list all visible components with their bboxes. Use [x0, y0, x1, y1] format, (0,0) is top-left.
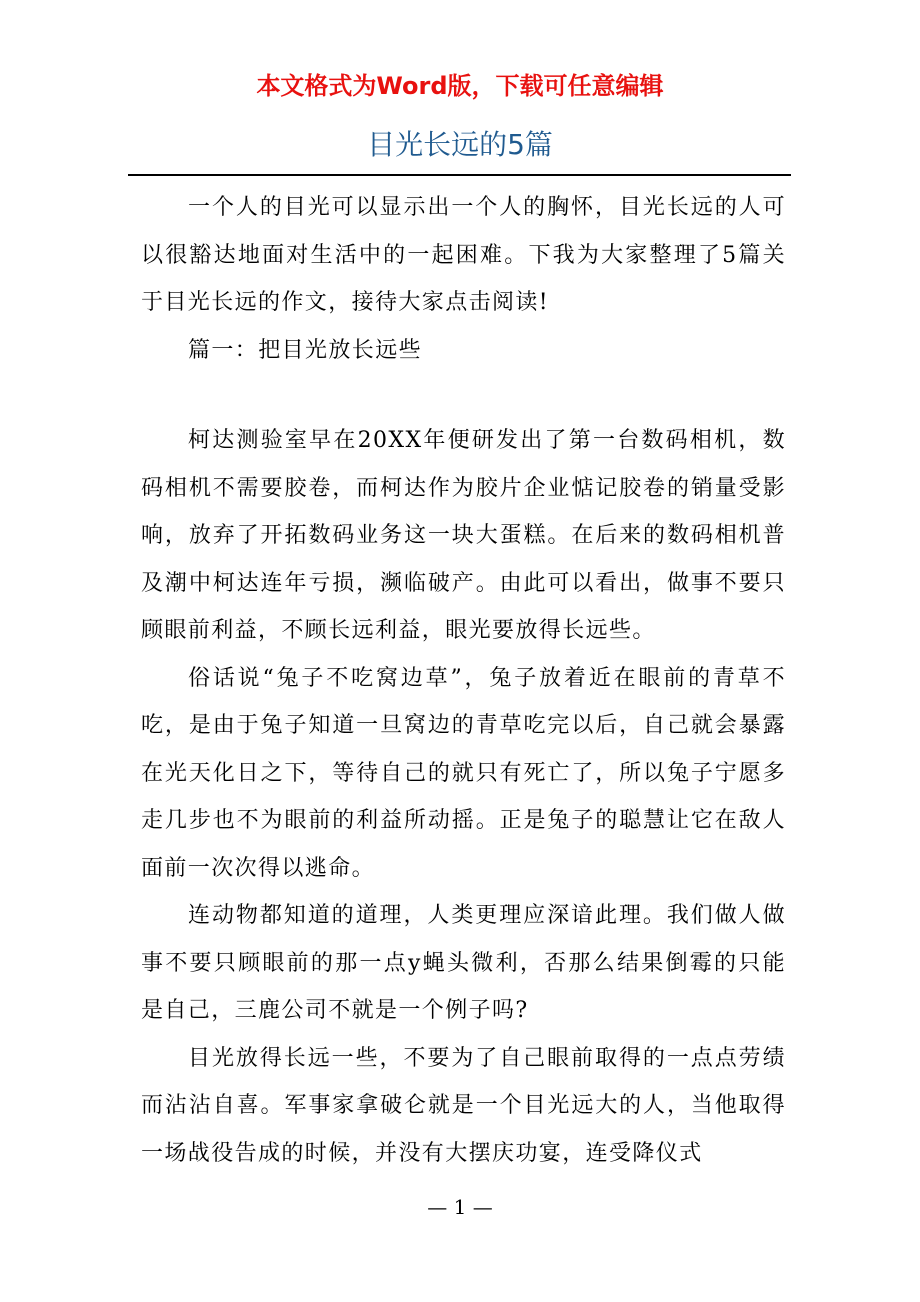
body-paragraph: 柯达测验室早在20XX年便研发出了第一台数码相机，数码相机不需要胶卷，而柯达作为胶片企业惦记胶卷的销量受影响，放弃了开拓数码业务这一块大蛋糕。在后来的数码相机普及潮中柯达连年亏损，濒临破产。由此可以看出，做事不要只顾眼前利益，不顾长远利益，眼光要放得长远些。: [141, 428, 786, 643]
document-title: 目光长远的5篇: [367, 128, 553, 161]
body-paragraph: 目光放得长远一些，不要为了自己眼前取得的一点点劳绩而沾沾自喜。军事家拿破仑就是一个目光远大的人，当他取得一场战役告成的时候，并没有大摆庆功宴，连受降仪式: [141, 1045, 786, 1166]
download-notice-banner: 本文格式为Word版，下载可任意编辑: [256, 72, 664, 100]
document-body: [141, 184, 786, 1177]
body-paragraph: 连动物都知道的道理，人类更理应深谙此理。我们做人做事不要只顾眼前的那一点y蝇头微利，否那么结果倒霉的只能是自己，三鹿公司不就是一个例子吗?: [141, 903, 786, 1023]
intro-paragraph: 一个人的目光可以显示出一个人的胸怀，目光长远的人可以很豁达地面对生活中的一起困难。下我为大家整理了5篇关于目光长远的作文，接待大家点击阅读!: [141, 195, 786, 315]
blank-line: [141, 374, 786, 417]
title-divider: [128, 174, 791, 176]
section-heading: 篇一：把目光放长远些: [188, 337, 423, 363]
page-number: — 1 —: [427, 1195, 493, 1219]
body-paragraph: 俗话说“兔子不吃窝边草”，兔子放着近在眼前的青草不吃，是由于兔子知道一旦窝边的青草吃完以后，自己就会暴露在光天化日之下，等待自己的就只有死亡了，所以兔子宁愿多走几步也不为眼前的利益所动摇。正是兔子的聪慧让它在敌人面前一次次得以逃命。: [141, 665, 786, 881]
